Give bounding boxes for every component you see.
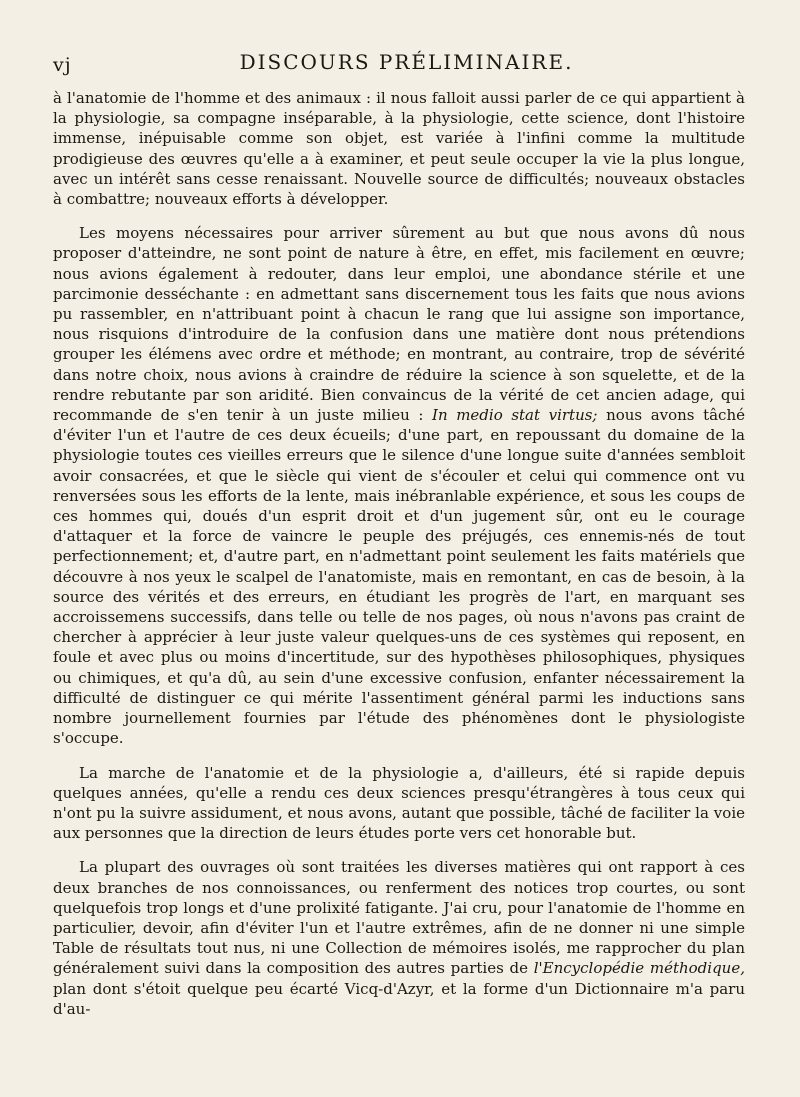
encyclopedie-title: l'Encyclopédie méthodique, (533, 959, 745, 978)
paragraph-1: à l'anatomie de l'homme et des animaux : il nous falloit aussi parler de ce qui appartient à la physiologie, sa compagne inséparable, à la physiologie, cette science, dont l'histoire immense, inépuisable comme son objet, est variée à l'infini comme la multitude prodigieuse des œuvres qu'elle a à examiner, et peut seule occuper la vie la plus longue, avec un intérêt sans cesse renaissant. Nouvelle source de difficultés; nouveaux obstacles à combattre; nouveaux efforts à développer. (53, 89, 745, 209)
page-header (53, 50, 740, 78)
paragraph-2-text-b: nous avons tâché d'éviter l'un et l'autre de ces deux écueils; d'une part, en repoussant du domaine de la physiologie toutes ces vieilles erreurs que le silence d'une longue suite d'années sembloit avoir consacrées, et que le siècle qui vient de s'écouler et celui qui commence ont vu renversées sous les efforts de la lente, mais inébranlable expérience, et sous les coups de ces hommes qui, doués d'un esprit droit et d'un jugement sûr, ont eu le courage d'attaquer et la force de vaincre le peuple des préjugés, ces ennemis-nés de tout perfectionnement; et, d'autre part, en n'admettant point seulement les faits matériels que découvre à nos yeux le scalpel de l'anatomiste, mais en remontant, en cas de besoin, à la source des vérités et des erreurs, en étudiant les progrès de l'art, en marquant ses accroissemens successifs, dans telle ou telle de nos pages, où nous n'avons pas craint de chercher à apprécier à leur juste valeur quelques-uns de ces systèmes qui reposent, en foule et avec plus ou moins d'incertitude, sur des hypothèses philosophiques, physiques ou chimiques, et qu'a dû, au sein d'une excessive confusion, enfanter nécessairement la difficulté de distinguer ce qui mérite l'assentiment général parmi les inductions sans nombre journellement fournies par l'étude des phénomènes dont le physiologiste s'occupe. (53, 406, 746, 748)
running-head: DISCOURS PRÉLIMINAIRE. (239, 50, 574, 74)
paragraph-2-text-a: Les moyens nécessaires pour arriver sûrement au but que nous avons dû nous proposer d'atteindre, ne sont point de nature à être, en effet, mis facilement en œuvre; nous avions également à redouter, dans leur emploi, une abondance stérile et une parcimonie desséchante : en admettant sans discernement tous les faits que nous avions pu rassembler, en n'attribuant point à chacun le rang que lui assigne son importance, nous risquions d'introduire de la confusion dans une matière dont nous prétendions grouper les élémens avec ordre et méthode; en montrant, au contraire, trop de sévérité dans notre choix, nous avions à craindre de réduire la science à son squelette, et de la rendre rebutante par son aridité. Bien convaincus de la vérité de cet ancien adage, qui recommande de s'en tenir à un juste milieu : (53, 224, 745, 425)
body-text (53, 88, 745, 1033)
paragraph-4-text-b: plan dont s'étoit quelque peu écarté Vicq-d'Azyr, et la forme d'un Dictionnaire m'a paru d'au- (53, 979, 745, 1018)
paragraph-4-text-a: La plupart des ouvrages où sont traitées les diverses matières qui ont rapport à ces deux branches de nos connoissances, ou renferment des notices trop courtes, ou sont quelquefois trop longs et d'une prolixité fatigante. J'ai cru, pour l'anatomie de l'homme en particulier, devoir, afin d'éviter l'un et l'autre extrêmes, afin de ne donner ni une simple Table de résultats tout nus, ni une Collection de mémoires isolés, me rapprocher du plan généralement suivi dans la composition des autres parties de (53, 858, 745, 978)
paragraph-2 (53, 223, 745, 748)
page-number: vj (53, 54, 72, 76)
paragraph-3: La marche de l'anatomie et de la physiologie a, d'ailleurs, été si rapide depuis quelques années, qu'elle a rendu ces deux sciences presqu'étrangères à tous ceux qui n'ont pu la suivre assidument, et nous avons, autant que possible, tâché de faciliter la voie aux personnes que la direction de leurs études porte vers cet honorable but. (53, 763, 745, 843)
latin-maxim: In medio stat virtus; (432, 406, 598, 425)
paragraph-4 (53, 857, 745, 1019)
